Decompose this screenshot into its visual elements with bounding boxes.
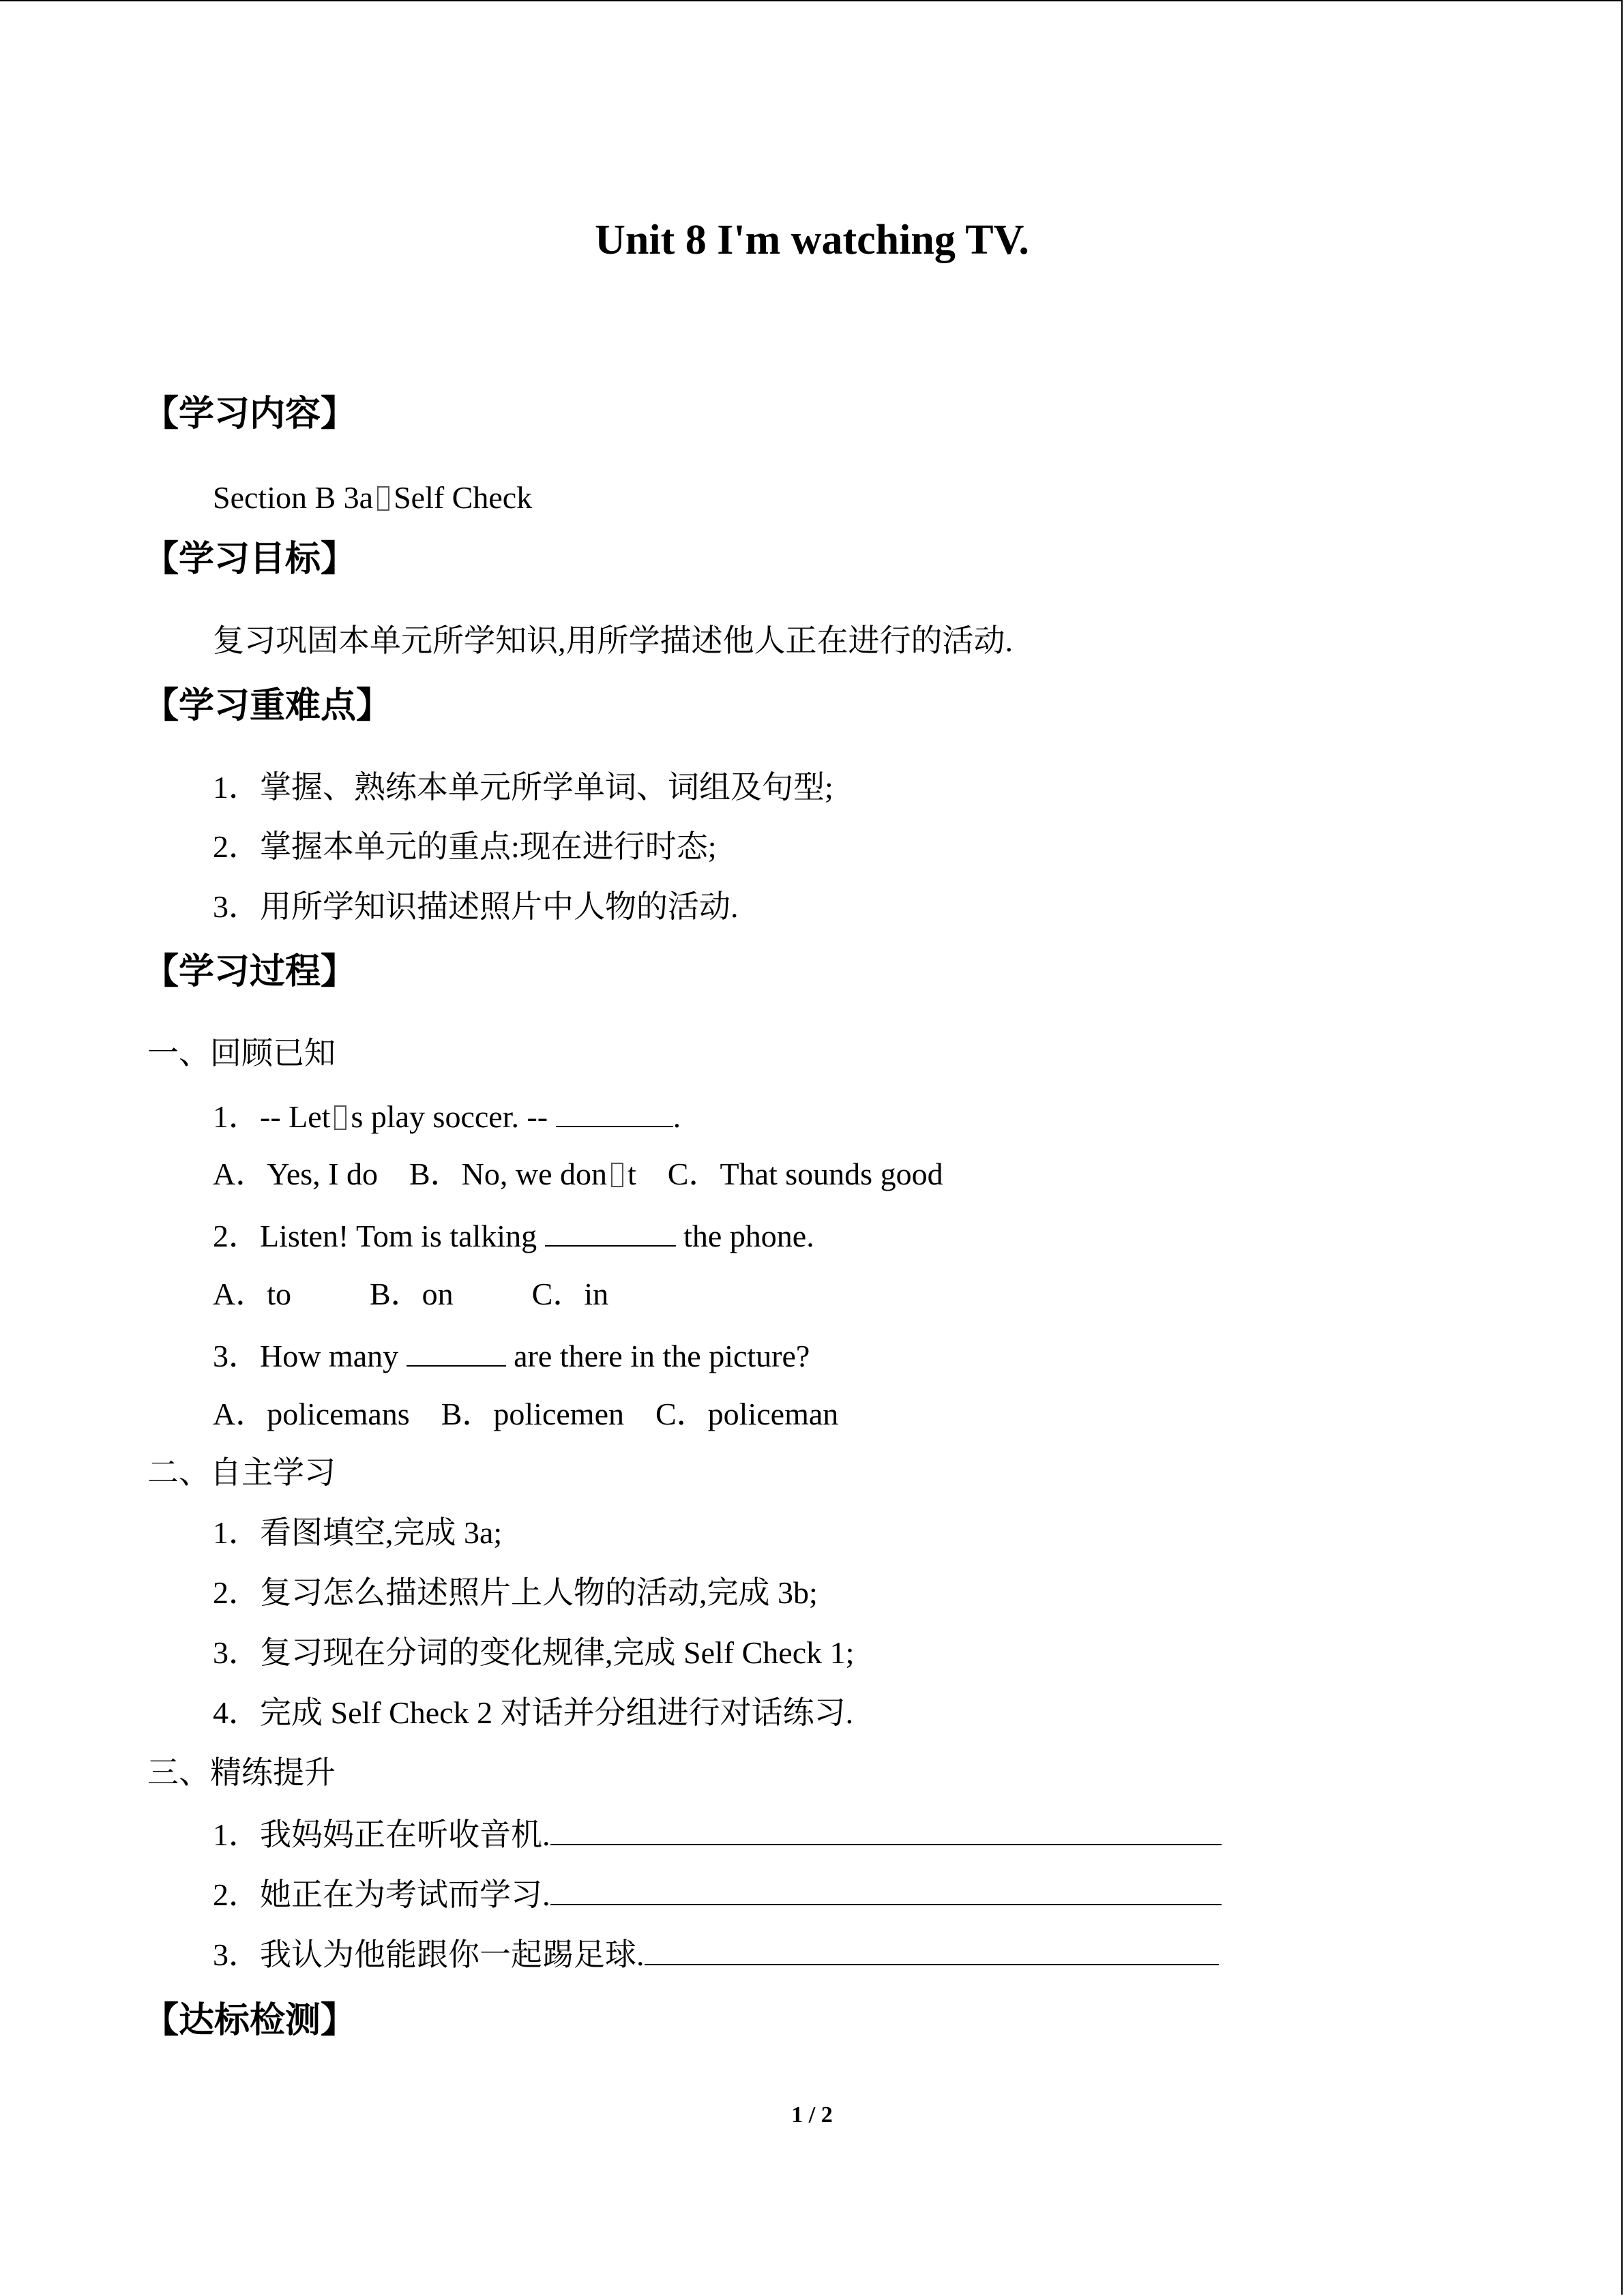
heading-test: 【达标检测】 xyxy=(143,2000,357,2041)
heading-key-points: 【学习重难点】 xyxy=(143,685,392,726)
practice-item-3 xyxy=(213,1933,1219,1976)
practice-item-2 xyxy=(213,1873,1222,1915)
key-point-3: 3．用所学知识描述照片中人物的活动. xyxy=(213,889,739,924)
review-q1 xyxy=(213,1094,681,1137)
practice-text-1: 1．我妈妈正在听收音机. xyxy=(213,1817,550,1852)
q2-blank[interactable] xyxy=(545,1214,676,1247)
practice-text-3: 3．我认为他能跟你一起踢足球. xyxy=(213,1937,645,1972)
review-q3 xyxy=(213,1334,810,1377)
goals-text: 复习巩固本单元所学知识,用所学描述他人正在进行的活动. xyxy=(213,623,1013,658)
content-text xyxy=(213,477,532,518)
review-q3-options: A．policemans B．policemen C．policeman xyxy=(213,1397,839,1431)
heading-goals: 【学习目标】 xyxy=(143,539,357,580)
missing-glyph-box xyxy=(611,1163,623,1187)
q2-prefix: 2．Listen! Tom is talking xyxy=(213,1219,545,1253)
content-text-part2: Self Check xyxy=(394,480,533,515)
missing-glyph-box xyxy=(334,1105,346,1130)
q2-suffix: the phone. xyxy=(675,1219,814,1253)
q1-options-b: t C．That sounds good xyxy=(628,1157,943,1191)
self-study-item-2: 2．复习怎么描述照片上人物的活动,完成 3b; xyxy=(213,1575,818,1610)
missing-glyph-box xyxy=(377,486,389,511)
review-q2 xyxy=(213,1214,814,1257)
q1-mid: s play soccer. -- xyxy=(351,1099,556,1134)
self-study-item-4: 4．完成 Self Check 2 对话并分组进行对话练习. xyxy=(213,1695,854,1730)
q1-options-a: A．Yes, I do B．No, we don xyxy=(213,1157,608,1191)
q3-blank[interactable] xyxy=(407,1334,506,1367)
page-number: 1 / 2 xyxy=(791,2102,833,2128)
q1-prefix: 1．-- Let xyxy=(213,1099,331,1134)
practice-label: 三、精练提升 xyxy=(147,1755,336,1790)
practice-item-1 xyxy=(213,1813,1222,1855)
practice-text-2: 2．她正在为考试而学习. xyxy=(213,1877,550,1912)
q1-blank[interactable] xyxy=(556,1094,673,1127)
self-study-label: 二、自主学习 xyxy=(147,1455,336,1490)
heading-process: 【学习过程】 xyxy=(143,951,357,992)
heading-content: 【学习内容】 xyxy=(143,393,357,434)
self-study-item-3: 3．复习现在分词的变化规律,完成 Self Check 1; xyxy=(213,1635,855,1670)
review-label: 一、回顾已知 xyxy=(147,1036,336,1071)
q3-suffix: are there in the picture? xyxy=(505,1339,810,1373)
review-q2-options: A．to B．on C．in xyxy=(213,1277,609,1311)
self-study-item-1: 1．看图填空,完成 3a; xyxy=(213,1515,503,1550)
q3-prefix: 3．How many xyxy=(213,1339,407,1373)
key-point-2: 2．掌握本单元的重点:现在进行时态; xyxy=(213,829,717,864)
key-point-1: 1．掌握、熟练本单元所学单词、词组及句型; xyxy=(213,770,833,805)
page-title: Unit 8 I'm watching TV. xyxy=(595,217,1029,263)
practice-blank-2[interactable] xyxy=(550,1873,1222,1905)
practice-blank-1[interactable] xyxy=(550,1813,1222,1845)
practice-blank-3[interactable] xyxy=(645,1933,1219,1965)
content-text-part: Section B 3a xyxy=(213,480,374,515)
q1-suffix: . xyxy=(673,1099,681,1134)
review-q1-options xyxy=(213,1154,943,1195)
